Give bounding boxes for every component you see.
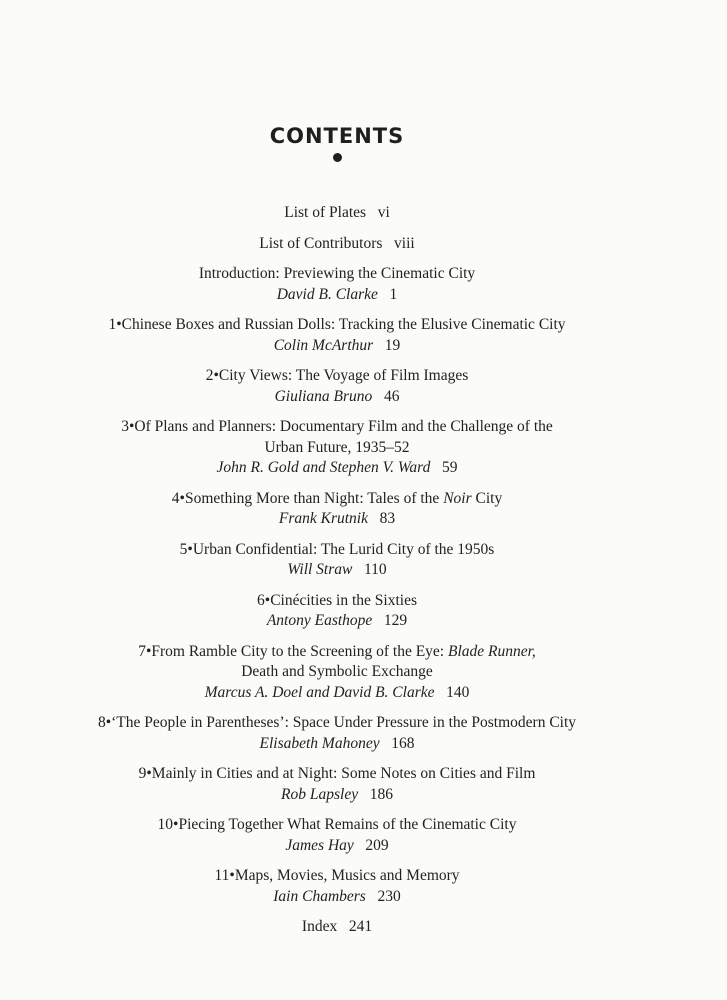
toc-entry-chapter-9 — [0, 764, 674, 805]
toc-entry-chapter-11 — [0, 866, 674, 907]
entry-page: 46 — [383, 387, 400, 405]
chapter-number: 10 — [157, 816, 174, 833]
separator: • — [264, 591, 271, 609]
entry-title-end: City — [471, 489, 503, 507]
toc-entry-chapter-4 — [0, 489, 674, 530]
entry-author: Giuliana Bruno — [274, 387, 373, 405]
entry-title-italic: Blade Runner, — [447, 642, 536, 660]
entry-author: John R. Gold and Stephen V. Ward — [216, 459, 431, 476]
separator: • — [179, 489, 185, 507]
separator: • — [229, 867, 235, 884]
entry-title: ‘The People in Parentheses’: Space Under Pressure in the Postmodern City — [111, 714, 577, 731]
entry-title: Chinese Boxes and Russian Dolls: Tracking the Elusive Cinematic City — [121, 316, 566, 333]
entry-title: Something More than Night: Tales of the — [184, 489, 444, 507]
entry-page: 140 — [446, 683, 470, 701]
toc-entry-chapter-10 — [0, 815, 674, 856]
toc-entry-chapter-3 — [0, 417, 674, 479]
chapter-number: 3 — [121, 418, 129, 435]
chapter-number: 5 — [179, 540, 188, 558]
chapter-number: 4 — [171, 489, 180, 507]
toc-entry-chapter-8 — [0, 713, 674, 754]
toc-entry-chapter-1 — [0, 315, 674, 356]
entry-title: List of Contributors — [259, 234, 383, 252]
chapter-number: 8 — [97, 714, 106, 731]
entry-page: 186 — [369, 785, 393, 803]
entry-title: Urban Confidential: The Lurid City of the 1950s — [192, 540, 495, 558]
entry-title: City Views: The Voyage of Film Images — [218, 367, 469, 384]
entry-page: 1 — [389, 285, 398, 303]
separator: • — [173, 816, 179, 833]
chapter-number: 2 — [205, 367, 214, 384]
entry-author: Colin McArthur — [273, 336, 374, 354]
toc-entry-chapter-6 — [0, 591, 674, 632]
entry-page: 129 — [383, 612, 408, 629]
toc-entry-chapter-5 — [0, 540, 674, 581]
entry-title-italic: Noir — [443, 489, 472, 507]
entry-page: 110 — [363, 561, 387, 578]
entry-title-continued: Death and Symbolic Exchange — [241, 663, 433, 680]
entry-title: Maps, Movies, Musics and Memory — [234, 867, 460, 884]
entry-title: Piecing Together What Remains of the Cinematic City — [178, 816, 517, 833]
entry-author: Elisabeth Mahoney — [259, 734, 380, 752]
separator: • — [128, 418, 135, 435]
entry-title: List of Plates — [284, 204, 367, 221]
chapter-number: 1 — [108, 316, 117, 333]
entry-page: vi — [377, 204, 390, 221]
toc-entry-index — [0, 917, 674, 938]
entry-title: Cinécities in the Sixties — [270, 591, 417, 609]
separator: • — [116, 316, 122, 333]
separator: • — [187, 540, 193, 558]
entry-page: 230 — [377, 887, 401, 905]
chapter-number: 6 — [257, 591, 265, 609]
entry-title-continued: Urban Future, 1935–52 — [264, 438, 410, 456]
entry-page: 59 — [441, 459, 458, 476]
bullet-ornament — [333, 153, 342, 162]
entry-page: viii — [394, 234, 415, 252]
chapter-number: 9 — [138, 765, 147, 782]
toc-entry-contributors — [0, 234, 674, 255]
entry-author: Rob Lapsley — [281, 785, 359, 803]
entry-title: From Ramble City to the Screening of the Eye: — [151, 642, 448, 660]
entry-page: 241 — [348, 918, 373, 935]
entry-title: Introduction: Previewing the Cinematic City — [198, 265, 476, 282]
chapter-number: 7 — [138, 642, 146, 660]
entry-page: 209 — [365, 836, 389, 854]
entry-author: Marcus A. Doel and David B. Clarke — [204, 683, 435, 701]
table-of-contents — [0, 203, 674, 938]
entry-title: Index — [301, 918, 338, 935]
entry-author: Iain Chambers — [273, 887, 366, 905]
toc-entry-plates — [0, 203, 674, 224]
entry-author: Antony Easthope — [266, 612, 373, 629]
toc-entry-chapter-2 — [0, 366, 674, 407]
entry-author: Will Straw — [287, 561, 353, 578]
separator: • — [146, 765, 152, 782]
entry-title: Mainly in Cities and at Night: Some Notes on Cities and Film — [151, 765, 536, 782]
contents-heading: CONTENTS — [269, 124, 405, 148]
chapter-number: 11 — [214, 867, 230, 884]
entry-title: Of Plans and Planners: Documentary Film and the Challenge of the — [134, 418, 553, 435]
toc-entry-introduction — [0, 264, 674, 305]
entry-author: Frank Krutnik — [278, 510, 368, 527]
separator: • — [213, 367, 219, 384]
separator: • — [105, 714, 112, 731]
entry-author: David B. Clarke — [276, 285, 378, 303]
toc-entry-chapter-7 — [0, 642, 674, 704]
entry-author: James Hay — [285, 836, 354, 854]
separator: • — [145, 642, 152, 660]
entry-page: 168 — [391, 734, 415, 752]
entry-page: 83 — [379, 510, 396, 527]
entry-page: 19 — [384, 336, 401, 354]
